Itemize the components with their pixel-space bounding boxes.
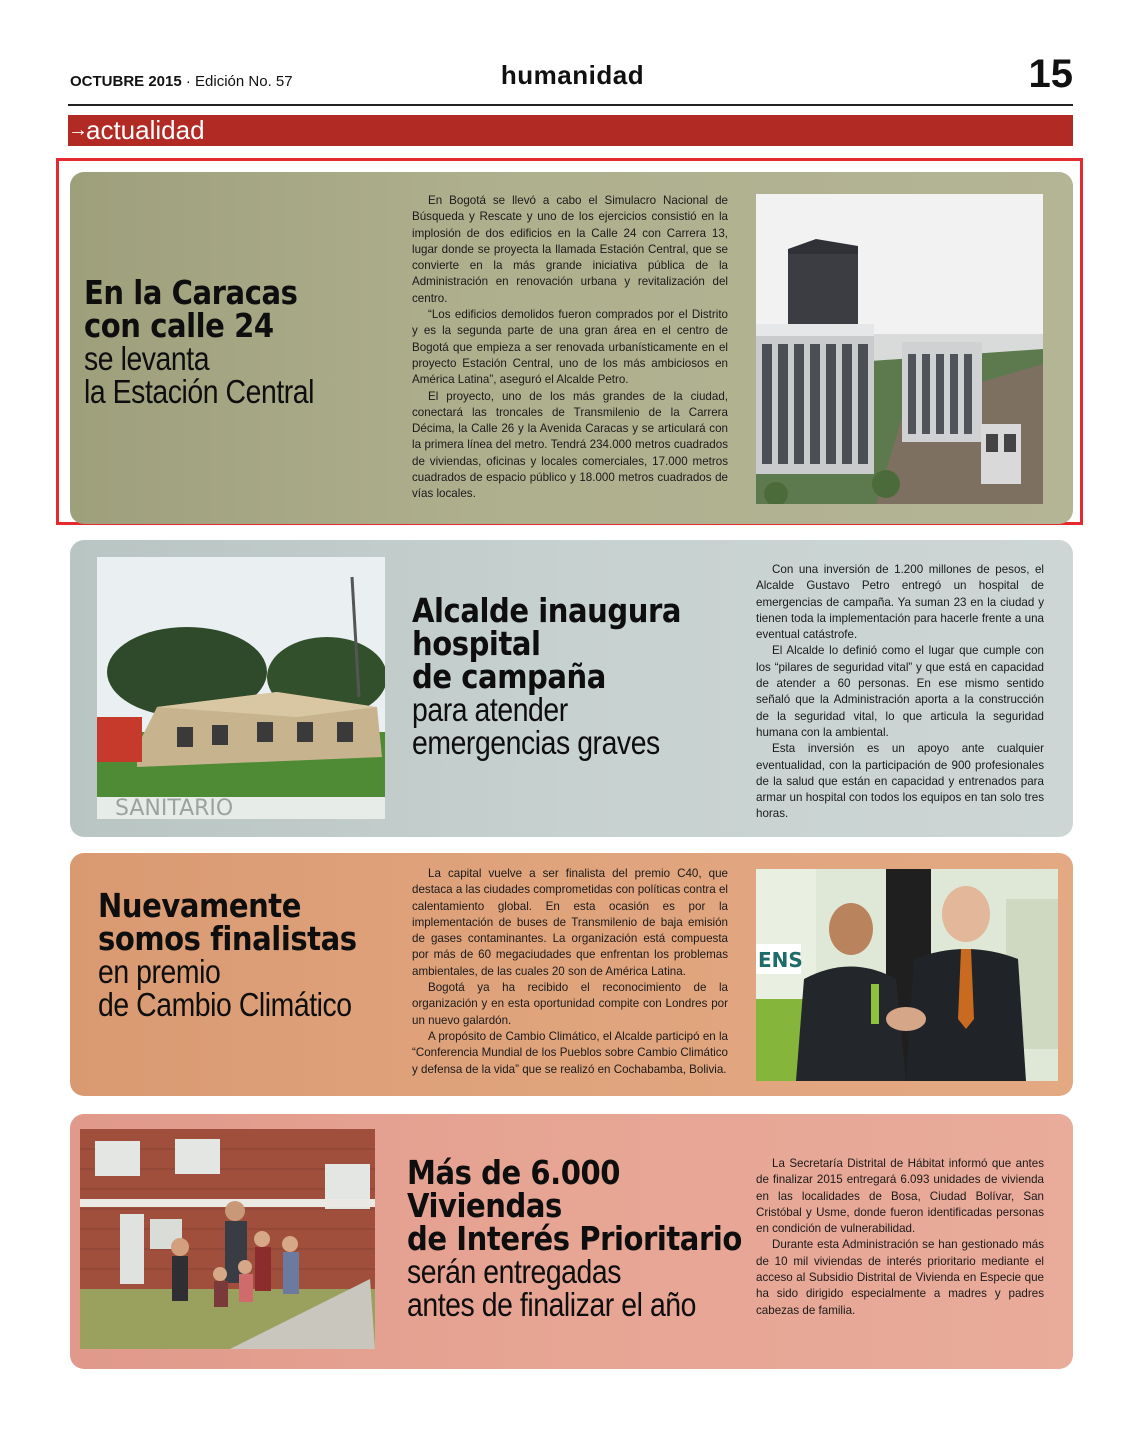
paragraph: En Bogotá se llevó a cabo el Simulacro Nacional de Búsqueda y Rescate y uno de los ejercicios consistió en la implosión de dos edificios en la Calle 24 con Carrera 13, lugar donde se proyecta la llamada Estación Central, que se convierte en la más grande iniciativa pública de la Administración en renovación urbana y revitalización del centro. — [412, 194, 728, 305]
headline-light-line: para atender — [412, 691, 568, 728]
headline-bold-line: En la Caracas — [84, 273, 298, 312]
article-3-body — [412, 866, 728, 1078]
article-card-hospital-campana — [70, 540, 1073, 837]
article-2-body — [756, 562, 1044, 823]
article-3-headline — [98, 886, 398, 1023]
headline-light-line: se levanta — [84, 340, 210, 377]
headline-light-line: de Cambio Climático — [98, 986, 352, 1023]
paragraph: El Alcalde lo definió como el lugar que cumple con los “pilares de seguridad vital” y que está en capacidad de atender a 60 personas. En ese mismo sentido señaló que la Administración aporta a la construcción de la seguridad vital, lo que articula la seguridad humana con la ambiental. — [756, 644, 1044, 739]
headline-bold-line: somos finalistas — [98, 919, 357, 958]
paragraph: Con una inversión de 1.200 millones de pesos, el Alcalde Gustavo Petro entregó un hospital de emergencias de campaña. Ya suman 23 en la ciudad y tienen toda la implementación para hacerle frente a una eventual catástrofe. — [756, 563, 1044, 642]
housing-families-photo — [80, 1129, 375, 1349]
headline-bold-line: hospital — [412, 624, 541, 663]
headline-bold-line: con calle 24 — [84, 306, 274, 345]
paragraph: A propósito de Cambio Climático, el Alcalde participó en la “Conferencia Mundial de los Pueblos sobre Cambio Climático y defensa de la vida” que se realizó en Cochabamba, Bolivia. — [412, 1029, 728, 1076]
arrow-right-icon: → — [68, 119, 88, 141]
field-hospital-tent-photo — [97, 557, 385, 819]
headline-bold-line: Viviendas — [407, 1186, 562, 1225]
tent-illustration — [97, 557, 385, 819]
article-2-headline — [412, 591, 742, 761]
headline-bold-line: de Interés Prioritario — [407, 1219, 742, 1258]
edition-number: Edición No. 57 — [195, 73, 293, 90]
article-4-headline — [407, 1153, 747, 1323]
headline-bold-line: Alcalde inaugura — [412, 591, 682, 630]
estacion-central-render-photo — [756, 194, 1043, 504]
paragraph: Durante esta Administración se han gestionado más de 10 mil viviendas de interés prioritario mediante el acceso al Subsidio Distrital de Vivienda en Especie que ha sido dirigido especialmente a madres y padres cabezas de familia. — [756, 1238, 1044, 1317]
banner-text: ENS — [758, 948, 803, 972]
paragraph: El proyecto, uno de los más grandes de la ciudad, conectará las troncales de Transmilenio de la Carrera Décima, la Calle 26 y la Avenida Caracas y se articulará con la primera línea del metro. Tendrá 234.000 metros cuadrados de viviendas, oficinas y locales comerciales, 17.000 metros cuadrados de espacio público y 18.000 metros cuadrados de vías locales. — [412, 389, 728, 501]
paragraph: La Secretaría Distrital de Hábitat informó que antes de finalizar 2015 entregará 6.093 unidades de vivienda en las localidades de Bosa, Ciudad Bolívar, San Cristóbal y Usme, donde fueron identificadas personas en condición de vulnerabilidad. — [756, 1157, 1044, 1236]
headline-bold-line: Más de 6.000 — [407, 1153, 621, 1192]
paragraph: Bogotá ya ha recibido el reconocimiento de la organización y en esta oportunidad compite con Londres por un nuevo galardón. — [412, 981, 728, 1027]
paragraph: Esta inversión es un apoyo ante cualquier eventualidad, con la participación de 900 profesionales de la salud que están en capacidad y entrenados para armar un hospital con todos los equipos en tan solo tres horas. — [756, 742, 1044, 821]
article-1-headline — [84, 273, 404, 410]
housing-illustration — [80, 1129, 375, 1349]
headline-light-line: en premio — [98, 953, 221, 990]
article-4-body — [756, 1156, 1044, 1319]
header-separator: · — [185, 73, 191, 90]
headline-light-line: antes de finalizar el año — [407, 1286, 697, 1323]
handshake-illustration — [756, 869, 1058, 1081]
headline-bold-line: Nuevamente — [98, 886, 302, 925]
article-card-estacion-central — [70, 172, 1073, 524]
publication-name: humanidad — [500, 60, 645, 90]
paragraph: La capital vuelve a ser finalista del premio C40, que destaca a las ciudades comprometidas con políticas contra el calentamiento global. En esta ocasión es por la implementación de buses de Transmilenio de baja emisión de gases contaminantes. La organización está compuesta por más de 60 megaciudades que enfrentan los problemas ambientales, de las cuales 20 son de América Latina. — [412, 867, 728, 978]
page-number: 15 — [1028, 52, 1073, 96]
section-label: actualidad — [86, 115, 205, 145]
article-card-viviendas — [70, 1114, 1073, 1369]
handshake-photo — [756, 869, 1058, 1081]
photo-caption: SANITARIO — [115, 796, 234, 819]
building-render-illustration — [756, 194, 1043, 504]
article-card-cambio-climatico — [70, 853, 1073, 1096]
paragraph: “Los edificios demolidos fueron comprados por el Distrito y es la segunda parte de una gran área en el centro de Bogotá que empieza a ser renovada urbanísticamente en el proyecto Estación Central, uno de los más ambiciosos en América Latina”, aseguró el Alcalde Petro. — [412, 308, 728, 387]
issue-date: OCTUBRE 2015 — [70, 73, 182, 90]
article-1-body — [412, 193, 728, 503]
headline-light-line: serán entregadas — [407, 1253, 622, 1290]
header-rule — [68, 104, 1073, 106]
headline-bold-line: de campaña — [412, 657, 606, 696]
headline-light-line: emergencias graves — [412, 724, 660, 761]
section-banner — [68, 115, 1073, 146]
headline-light-line: la Estación Central — [84, 373, 315, 410]
